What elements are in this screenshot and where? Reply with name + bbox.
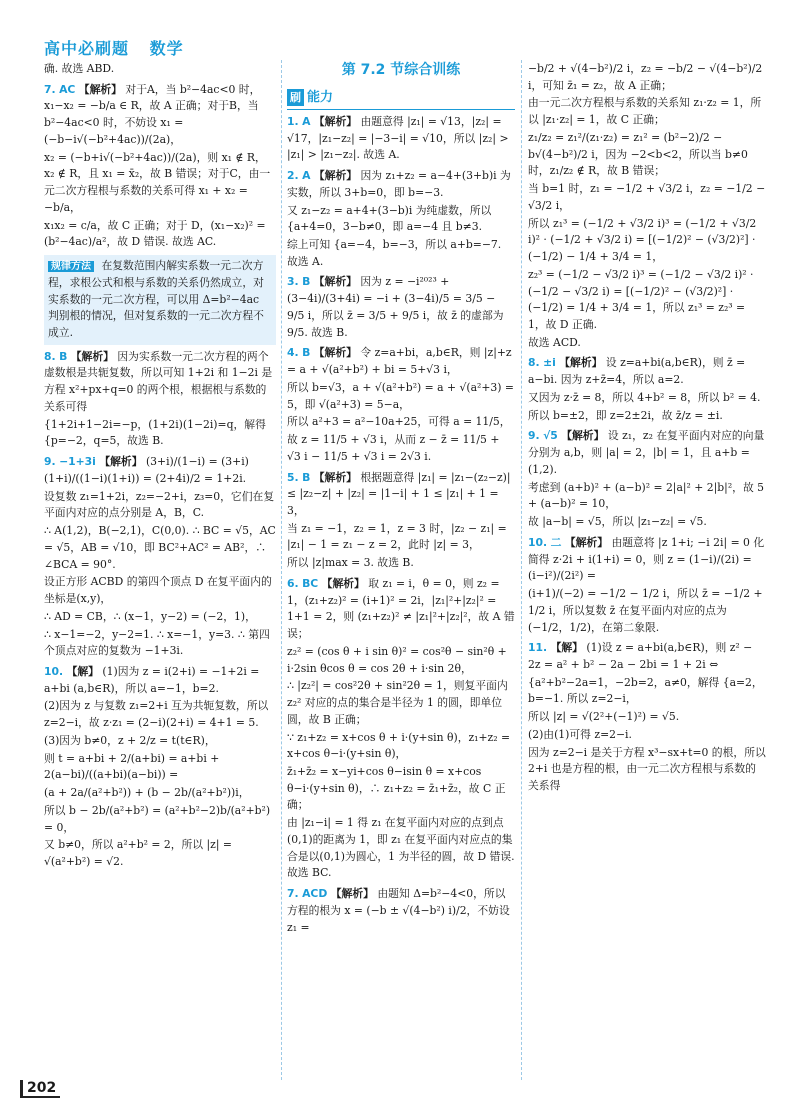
question-number: 1. <box>287 114 299 128</box>
analysis-tag: 【解析】 <box>313 114 358 128</box>
section-subtitle-bar <box>287 88 515 110</box>
solution-text: z₁/z₂ = z₁²/(z₁·z₂) = z₁² = (b²−2)/2 − b√(4−b²)/2 i，因为 −2<b<2，所以当 b≠0 时，z₁/z₂ ∉ R，故 B 错误； <box>528 130 748 178</box>
question-11 <box>528 640 766 795</box>
analysis-tag: 【解析】 <box>561 429 605 443</box>
solution-text: (3)因为 b≠0，z + 2/z = t(t∈R)， <box>44 733 216 747</box>
analysis-tag: 【解析】 <box>330 887 374 901</box>
book-title: 高中必刷题 <box>44 39 130 58</box>
solution-text: 故 z = 11/5 + √3 i，从而 z − z̄ = 11/5 + √3 i − 11/5 + √3 i = 2√3 i. <box>287 433 500 463</box>
section-subtitle: 能力 <box>307 89 334 105</box>
section-title: 第 7.2 节综合训练 <box>341 62 461 78</box>
solution-text: 因为 z=2−i 是关于方程 x³−sx+t=0 的根，所以 2+i 也是方程的根，由一元二次方程根与系数的关系得 <box>528 745 766 793</box>
question-number: 6. <box>287 576 299 590</box>
answer-key: −1+3i <box>59 455 96 469</box>
answer-key: 二 <box>550 535 562 549</box>
analysis-tag: 【解析】 <box>78 82 122 96</box>
question-number: 11. <box>528 641 548 655</box>
answer-key: ACD <box>302 887 328 901</box>
solution-text: ∵ z₁+z₂ = x+cos θ + i·(y+sin θ)，z₁+z₂ = x+cos θ−i·(y+sin θ)， <box>287 730 511 761</box>
tip-text: 在复数范围内解实系数一元二次方程，求根公式和根与系数的关系仍然成立，对实系数的一元二次方程，可以用 Δ=b²−4ac 判别根的情况，但对复系数的一元二次方程不成立. <box>48 259 264 340</box>
solution-text: 所以 b − 2b/(a²+b²) = (a²+b²−2)b/(a²+b²) = 0， <box>44 803 271 834</box>
question-number: 9. <box>44 455 56 469</box>
solution-text: {1+2i+1−2i=−p，(1+2i)(1−2i)=q，解得 {p=−2，q=5，故选 B. <box>44 417 266 448</box>
question-4 <box>287 345 515 465</box>
solution-text: x₁x₂ = c/a，故 C 正确；对于 D，(x₁−x₂)² = (b²−4ac)/a²，故 D 错误. 故选 AC. <box>44 218 266 249</box>
solution-text: (1)设 z = a+bi(a,b∈R)，则 z² − 2z = a² + b² − 2a − 2bi = 1 + 2i ⇔ <box>528 641 753 671</box>
solution-text: 设正方形 ACBD 的第四个顶点 D 在复平面内的坐标是(x,y)， <box>44 575 272 606</box>
solution-text: 因为实系数一元二次方程的两个虚数根是共轭复数，所以可知 1+2i 和 1−2i 是方程 x²+px+q=0 的两个根，根据根与系数的关系可得 <box>44 349 273 413</box>
question-number: 3. <box>287 275 299 289</box>
solution-text: 综上可知 {a=−4，b=−3，所以 a+b=−7. 故选 A. <box>287 237 502 268</box>
analysis-tag: 【解析】 <box>70 349 114 363</box>
question-number: 10. <box>528 535 548 549</box>
answer-key: B <box>302 470 311 484</box>
column-middle <box>287 60 515 936</box>
solution-text: ∴ A(1,2)，B(−2,1)，C(0,0). ∴ BC = √5，AC = √5，AB = √10，即 BC²+AC² = AB²，∴ ∠BCA = 90°. <box>44 524 276 571</box>
solution-text: {a²+b²−2a=1，−2b=2，a≠0，解得 {a=2，b=−1. 所以 z=2−i， <box>528 675 763 706</box>
analysis-tag: 【解析】 <box>313 169 358 183</box>
solution-text: 由题知 Δ=b²−4<0，所以方程的根为 x = (−b ± √(4−b²) i)/2，不妨设 z₁ = <box>287 887 510 934</box>
answer-key: ±i <box>543 356 556 370</box>
solution-text: 由题意将 |z 1+i; −i 2i| = 0 化简得 z·2i + i(1+i) = 0，则 z = (1−i)/(2i) = (i−i²)/(2i²) = <box>528 535 765 583</box>
solution-text: x₂ = (−b+i√(−b²+4ac))/(2a)，则 x₁ ∉ R，x₂ ∉ R，且 x₁ = x̄₂，故 B 错误；对于C，由一元二次方程根与系数的关系可得 x₁ + x₂ = −b/a， <box>44 150 271 214</box>
question-7 <box>287 886 515 936</box>
column-left <box>44 60 276 872</box>
column-divider-2 <box>521 60 522 1080</box>
solution-text: (i+1)/(−2) = −1/2 − 1/2 i，所以 z̄ = −1/2 + 1/2 i，所以复数 z̄ 在复平面内对应的点为 (−1/2，1/2)，在第二象限. <box>528 587 763 634</box>
solution-text: 所以 b=√3，a + √(a²+b²) = a + √(a²+3) = 5，即 √(a²+3) = 5−a， <box>287 380 514 411</box>
solution-text: 对于A，当 b²−4ac<0 时，x₁−x₂ = −b/a ∈ R，故 A 正确；对于B，当 b²−4ac<0 时，不妨设 x₁ = (−b−i√(−b²+4ac))/(2a)， <box>44 82 261 146</box>
solution-text: ∴ |z₂²| = cos²2θ + sin²2θ = 1，则复平面内 z₂² 对应的点的集合是半径为 1 的圆，即单位圆，故 B 正确； <box>287 679 508 726</box>
section-badge: 刷 <box>287 89 304 106</box>
solution-text: 因为 z₁+z₂ = a−4+(3+b)i 为实数，所以 3+b=0，即 b=−3. <box>287 169 511 199</box>
solution-text: 故选 ACD. <box>528 335 581 349</box>
analysis-tag: 【解析】 <box>564 535 608 549</box>
text-line: 确. 故选 ABD. <box>44 62 115 75</box>
answer-key: B <box>302 275 311 289</box>
tip-label: 规律方法 <box>48 261 94 272</box>
analysis-tag: 【解析】 <box>559 356 603 370</box>
solution-text: z̄₁+z̄₂ = x−yi+cos θ−isin θ = x+cos θ−i·(y+sin θ)，∴ z₁+z₂ = z̄₁+z̄₂，故 C 正确； <box>287 765 506 812</box>
solution-text: (3+i)/(1−i) = (3+i)(1+i)/((1−i)(1+i)) = (2+4i)/2 = 1+2i. <box>44 455 249 485</box>
answer-key: B <box>302 346 311 360</box>
solution-text: (2)因为 z 与复数 z₁=2+i 互为共轭复数，所以 z=2−i，故 z·z₁ = (2−i)(2+i) = 4+1 = 5. <box>44 699 269 730</box>
column-divider-1 <box>281 60 282 1080</box>
question-10 <box>44 664 276 871</box>
solution-text: 由题意得 |z₁| = √13，|z₂| = √17，|z₁−z₂| = |−3−i| = √10，所以 |z₂| > |z₁| > |z₁−z₂|. 故选 A. <box>287 114 509 162</box>
question-number: 5. <box>287 470 299 484</box>
question-10 <box>528 535 766 636</box>
analysis-tag: 【解析】 <box>313 470 357 484</box>
solution-text: 设 z=a+bi(a,b∈R)，则 z̄ = a−bi. 因为 z+z̄=4，所以 a=2. <box>528 356 746 387</box>
analysis-tag: 【解析】 <box>321 576 365 590</box>
solution-text: 令 z=a+bi，a,b∈R，则 |z|+z = a + √(a²+b²) + bi = 5+√3 i， <box>287 346 512 377</box>
answer-key: A <box>302 169 311 183</box>
solution-text: 故 |a−b| = √5，所以 |z₁−z₂| = √5. <box>528 515 707 529</box>
solution-text: (2)由(1)可得 z=2−i. <box>528 727 632 741</box>
question-1 <box>287 114 515 164</box>
running-header <box>44 36 198 59</box>
page-number: 202 <box>20 1080 60 1098</box>
solution-text: 由 |z₁−i| = 1 得 z₁ 在复平面内对应的点到点(0,1)的距离为 1，即 z₁ 在复平面内对应点的集合是以(0,1)为圆心，1 为半径的圆，故 D 错误. 故选 BC. <box>287 816 515 880</box>
solution-text: 由一元二次方程根与系数的关系知 z₁·z₂ = 1，所以 |z₁·z₂| = 1，故 C 正确； <box>528 96 762 127</box>
answer-key: B <box>59 349 68 363</box>
answer-key: √5 <box>543 429 558 443</box>
question-2 <box>287 168 515 270</box>
question-number: 4. <box>287 346 299 360</box>
solution-text: 设复数 z₁=1+2i，z₂=−2+i，z₃=0，它们在复平面内对应的点分别是 A，B，C. <box>44 489 275 520</box>
analysis-tag: 【解析】 <box>99 455 143 469</box>
solution-text: 所以 a²+3 = a²−10a+25，可得 a = 11/5， <box>287 415 511 429</box>
question-8 <box>44 349 276 450</box>
solution-text: 设 z₁，z₂ 在复平面内对应的向量分别为 a,b，则 |a| = 2，|b| = 1，且 a+b = (1,2). <box>528 429 765 476</box>
question-7 <box>44 82 276 251</box>
question-number: 8. <box>44 349 56 363</box>
solution-text: 当 b=1 时，z₁ = −1/2 + √3/2 i，z₂ = −1/2 − √3/2 i， <box>528 182 766 212</box>
question-number: 10. <box>44 664 64 678</box>
solution-text: 又 z₁−z₂ = a+4+(3−b)i 为纯虚数，所以 {a+4=0，3−b≠0，即 a=−4 且 b≠3. <box>287 203 492 234</box>
solution-text: 当 z₁ = −1，z₂ = 1，z = 3 时，|z₂ − z₁| = |z₁| − 1 = z₁ − z = 2，此时 |z| = 3， <box>287 521 507 552</box>
question-9 <box>528 428 766 530</box>
analysis-tag: 【解】 <box>66 664 99 678</box>
question-number: 9. <box>528 429 540 443</box>
solution-text: z₂² = (cos θ + i sin θ)² = cos²θ − sin²θ + i·2sin θcos θ = cos 2θ + i·sin 2θ， <box>287 644 507 675</box>
solution-text: ∴ AD = CB，∴ (x−1，y−2) = (−2，1)， <box>44 609 256 623</box>
solution-text: 则 t = a+bi + 2/(a+bi) = a+bi + 2(a−bi)/((a+bi)(a−bi)) = <box>44 751 220 782</box>
answer-key: AC <box>59 82 76 96</box>
analysis-tag: 【解析】 <box>313 346 357 360</box>
analysis-tag: 【解】 <box>550 641 583 655</box>
solution-text: 又 b≠0，所以 a²+b² = 2，所以 |z| = √(a²+b²) = √2. <box>44 838 232 869</box>
solution-text: (a + 2a/(a²+b²)) + (b − 2b/(a²+b²))i， <box>44 786 250 800</box>
solution-text: 又因为 z·z̄ = 8，所以 4+b² = 8，所以 b² = 4. <box>528 390 761 404</box>
solution-text: −b/2 + √(4−b²)/2 i，z₂ = −b/2 − √(4−b²)/2 i，可知 z̄₁ = z₂，故 A 正确； <box>528 62 763 92</box>
subject-title: 数学 <box>149 39 184 58</box>
question-number: 7. <box>44 82 56 96</box>
question-5 <box>287 470 515 572</box>
solution-text: 考虑到 (a+b)² + (a−b)² = 2|a|² + 2|b|²，故 5 + (a−b)² = 10， <box>528 480 765 511</box>
solution-text: 所以 |z|max = 3. 故选 B. <box>287 556 414 570</box>
answer-key: A <box>302 114 311 128</box>
solution-text: z₂³ = (−1/2 − √3/2 i)³ = (−1/2 − √3/2 i)² · (−1/2 − √3/2 i) = [(−1/2)² − (√3/2)²] · (−1/2) = 1/4 + 3/4 = 1，所以 z₁³ = z₂³ = 1，故 D 正确. <box>528 267 754 332</box>
question-9 <box>44 454 276 660</box>
question-number: 2. <box>287 169 299 183</box>
answer-key: BC <box>302 576 319 590</box>
question-3 <box>287 274 515 341</box>
solution-text: ∴ x−1=−2，y−2=1. ∴ x=−1，y=3. ∴ 第四个顶点对应的复数为 −1+3i. <box>44 627 270 658</box>
solution-text: 所以 b=±2，即 z=2±2i，故 z̄/z = ±i. <box>528 408 723 422</box>
question-number: 7. <box>287 887 299 901</box>
method-tip-box <box>44 255 276 345</box>
solution-text: 所以 |z| = √(2²+(−1)²) = √5. <box>528 710 680 724</box>
solution-text: 取 z₁ = i，θ = 0，则 z₂ = 1，(z₁+z₂)² = (i+1)² = 2i，|z₁|²+|z₂|² = 1+1 = 2，则 (z₁+z₂)² ≠ |z₁|²+|z₂|²，故 A 错误； <box>287 576 515 641</box>
column-right <box>528 60 766 796</box>
solution-text: 所以 z₁³ = (−1/2 + √3/2 i)³ = (−1/2 + √3/2 i)² · (−1/2 + √3/2 i) = [(−1/2)² − (√3/2)²] · (−1/2) − 1/4 + 3/4 = 1， <box>528 216 757 264</box>
question-number: 8. <box>528 356 540 370</box>
analysis-tag: 【解析】 <box>313 275 357 289</box>
solution-text: (1)因为 z = i(2+i) = −1+2i = a+bi (a,b∈R)，所以 a=−1，b=2. <box>44 664 260 695</box>
solution-text: 因为 z = −i²⁰²³ + (3−4i)/(3+4i) = −i + (3−4i)/5 = 3/5 − 9/5 i，所以 z̄ = 3/5 + 9/5 i，故 z̄ 的虚部为 9/5. 故选 B. <box>287 275 504 339</box>
solution-text: 根据题意得 |z₁| = |z₁−(z₂−z)| ≤ |z₂−z| + |z₂| = |1−i| + 1 ≤ |z₁| + 1 = 3， <box>287 470 511 517</box>
question-8 <box>528 355 766 424</box>
question-6 <box>287 576 515 882</box>
